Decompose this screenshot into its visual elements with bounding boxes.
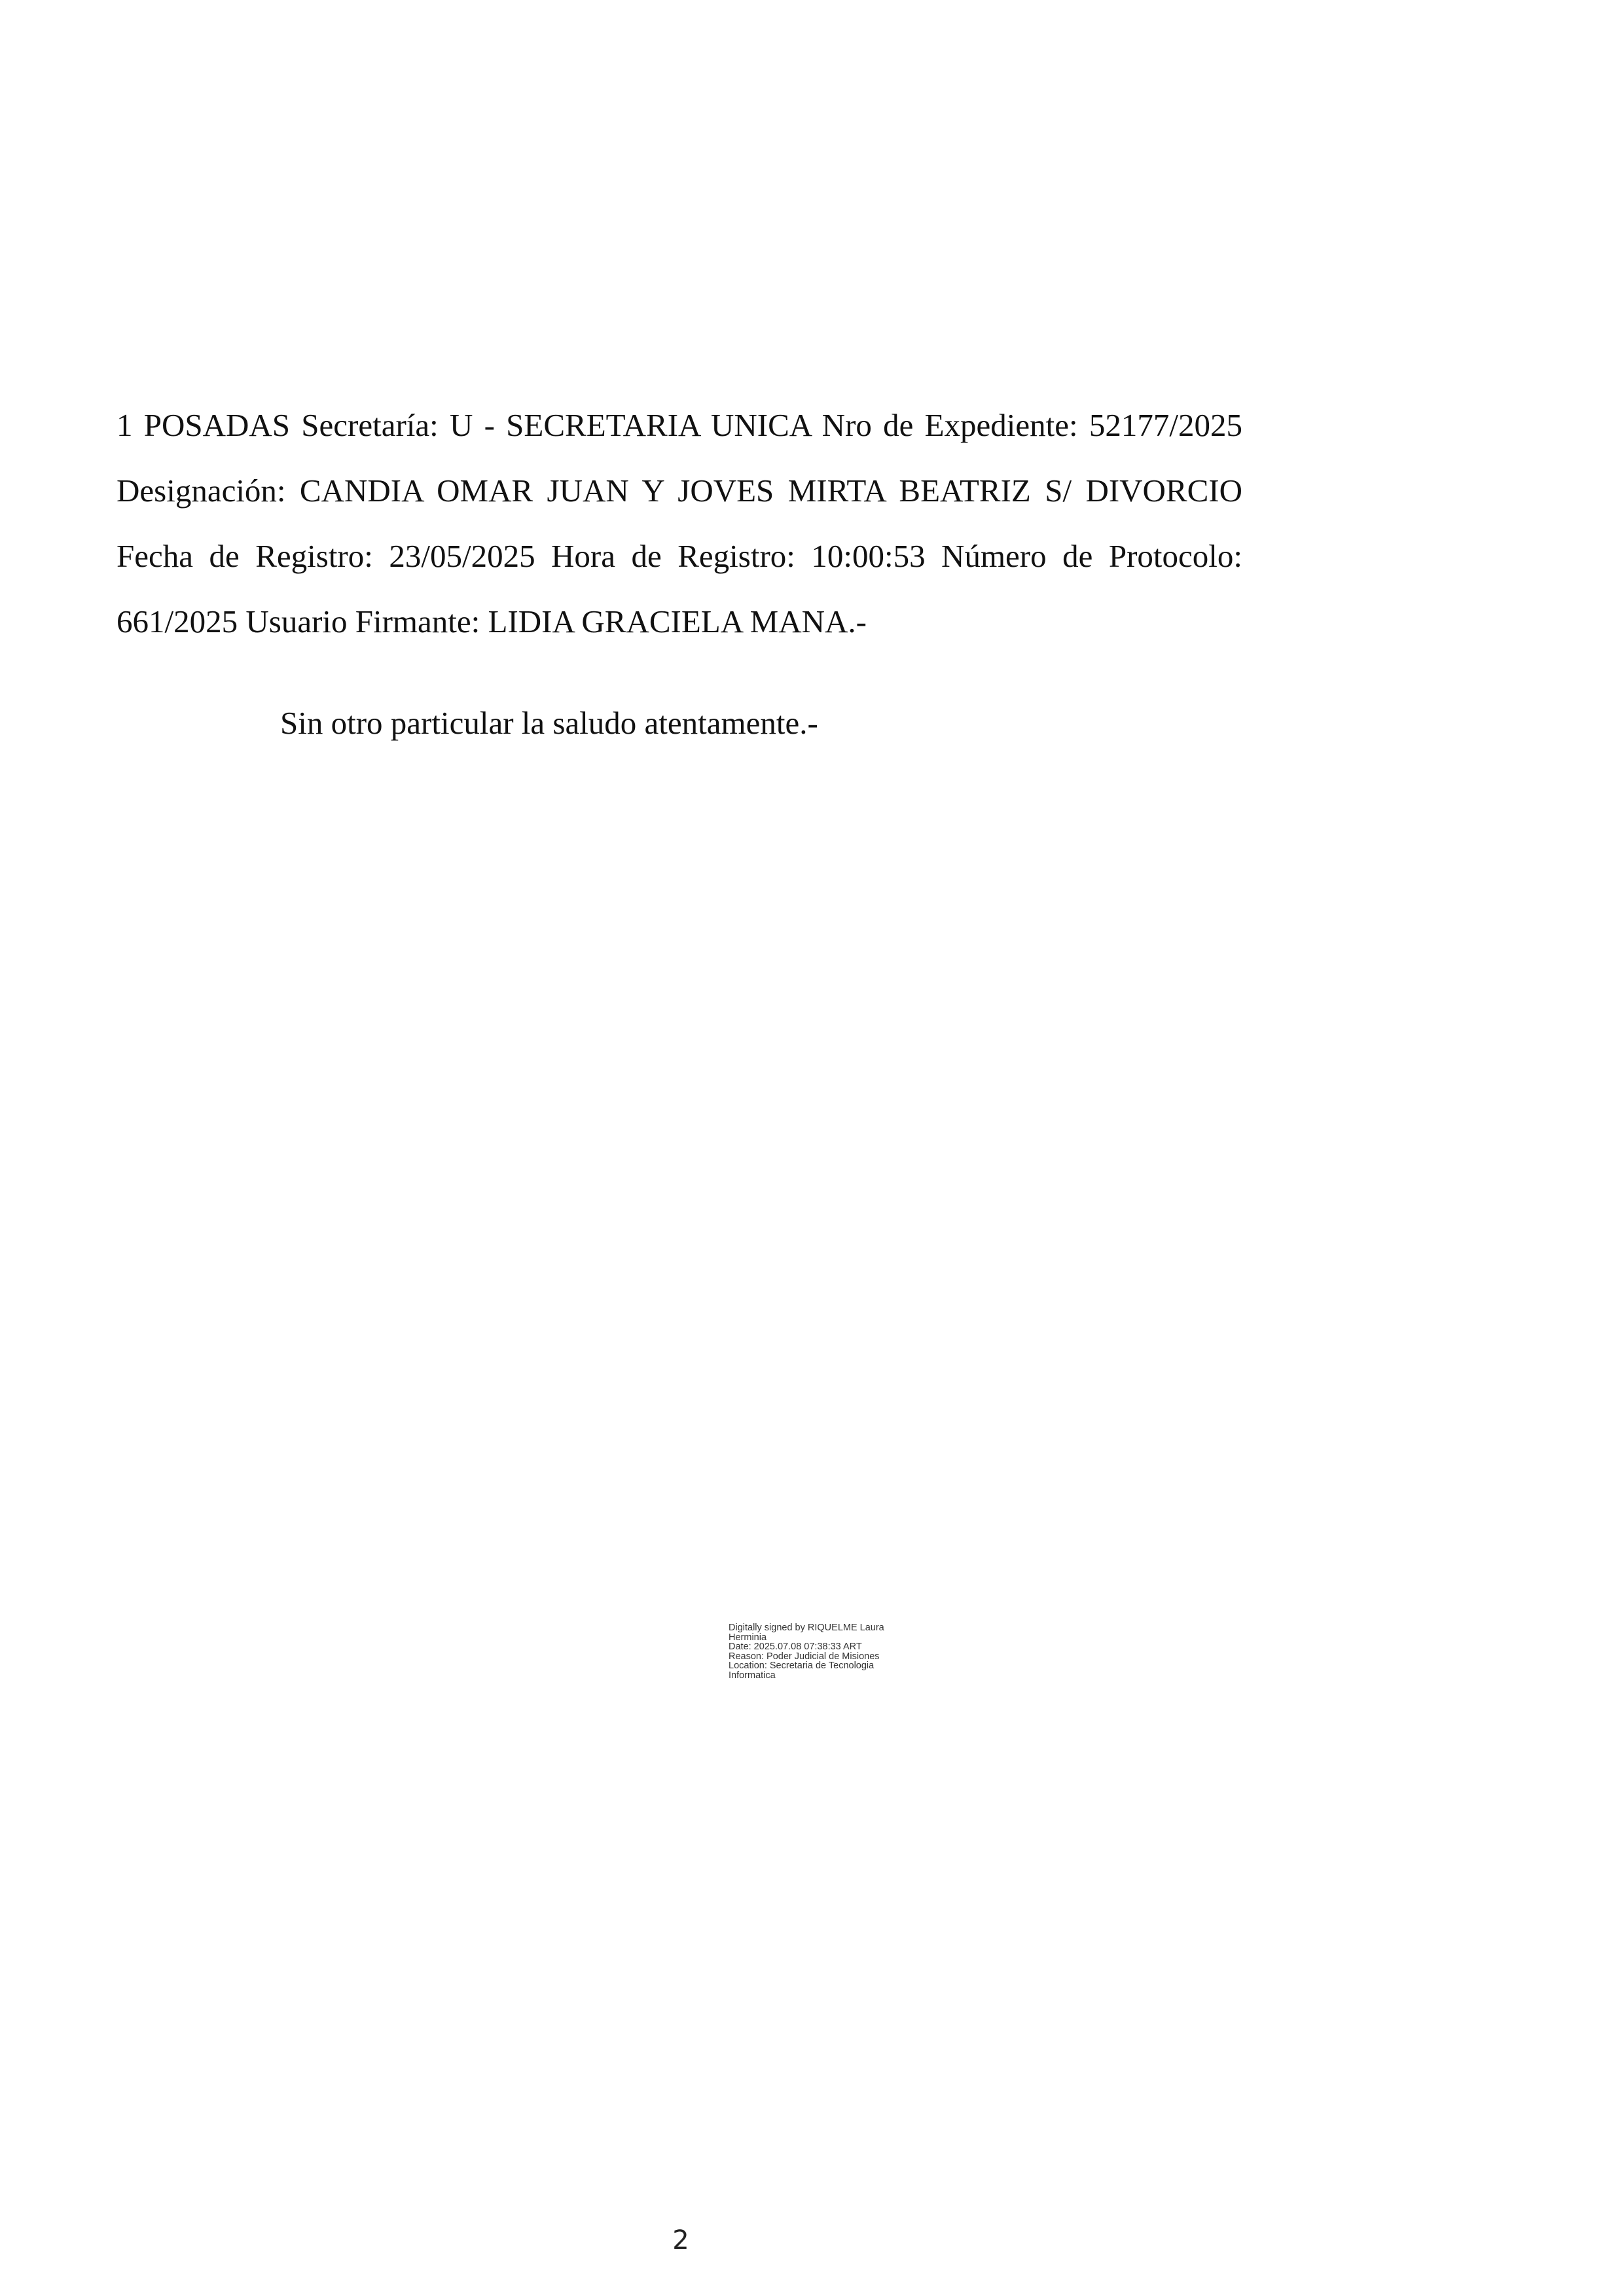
signature-location-continued: Informatica <box>729 1670 776 1681</box>
digital-signature-stamp <box>729 1623 925 1680</box>
signature-signed-by-continued: Herminia <box>729 1632 767 1643</box>
signature-reason: Reason: Poder Judicial de Misiones <box>729 1651 880 1662</box>
signature-location: Location: Secretaria de Tecnologia <box>729 1660 875 1671</box>
case-line-designation: Designación: CANDIA OMAR JUAN Y JOVES MIRTA BEATRIZ S/ DIVORCIO <box>117 473 1242 509</box>
signature-date: Date: 2025.07.08 07:38:33 ART <box>729 1641 862 1652</box>
signature-signed-by: Digitally signed by RIQUELME Laura <box>729 1623 884 1633</box>
case-details-paragraph <box>117 393 1242 655</box>
case-line-court: 1 POSADAS Secretaría: U - SECRETARIA UNICA Nro de Expediente: 52177/2025 <box>117 407 1242 443</box>
page-number: 2 <box>672 2225 689 2255</box>
closing-sentence: Sin otro particular la saludo atentamente.- <box>280 705 818 741</box>
case-line-registration: Fecha de Registro: 23/05/2025 Hora de Registro: 10:00:53 Número de Protocolo: <box>117 538 1242 574</box>
case-line-signer: 661/2025 Usuario Firmante: LIDIA GRACIELA MANA.- <box>117 603 867 639</box>
